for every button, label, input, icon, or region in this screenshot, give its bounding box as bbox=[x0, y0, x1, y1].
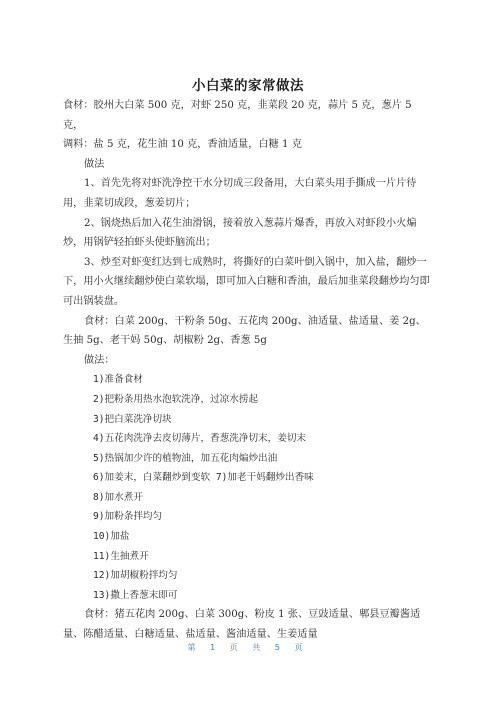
document-body bbox=[63, 96, 433, 645]
method-step-1: 1、首先先将对虾洗净控干水分切成三段备用，大白菜头用手撕成一片片待用，韭菜切成段，葱姜切片； bbox=[63, 178, 417, 209]
recipe2-step: 3)把白菜洗净切块 bbox=[93, 413, 172, 425]
recipe2-method-heading: 做法： bbox=[84, 354, 115, 366]
recipe2-step: 9)加粉条拌均匀 bbox=[93, 511, 163, 523]
recipe2-step: 6)加姜末，白菜翻炒到变软 7)加老干妈翻炒出香味 bbox=[93, 472, 314, 484]
page-number-footer: 第 1 页 共 5 页 bbox=[187, 643, 309, 652]
recipe2-step: 4)五花肉洗净去皮切薄片，香葱洗净切末，姜切末 bbox=[93, 433, 307, 445]
recipe2-step: 2)把粉条用热水泡软洗净，过凉水捞起 bbox=[93, 393, 259, 405]
recipe2-ingredients: 食材：白菜 200g、干粉条 50g、五花肉 200g、油适量、盐适量、姜 2g、生抽 5g、老干妈 50g、胡椒粉 2g、香葱 5g bbox=[63, 315, 426, 347]
recipe2-step: 12)加胡椒粉拌均匀 bbox=[93, 570, 178, 582]
recipe2-step: 8)加水煮开 bbox=[93, 491, 143, 503]
method-heading: 做法 bbox=[84, 158, 105, 170]
ingredients-line-1: 食材：胶州大白菜 500 克，对虾 250 克，韭菜段 20 克，蒜片 5 克，葱片 5 克， bbox=[63, 100, 412, 131]
recipe2-step: 13)撒上香葱末即可 bbox=[93, 589, 178, 601]
recipe2-step: 5)热锅加少许的植物油，加五花肉煸炒出油 bbox=[93, 452, 278, 464]
recipe3-ingredients: 食材：猪五花肉 200g、白菜 300g、粉皮 1 张、豆豉适量、郫县豆瓣酱适量、陈醋适量、白糖适量、盐适量、酱油适量、生姜适量 bbox=[63, 609, 421, 641]
recipe2-step: 11)生抽煮开 bbox=[93, 550, 149, 562]
seasoning-line: 调料：盐 5 克，花生油 10 克，香油适量，白糖 1 克 bbox=[63, 139, 302, 151]
recipe2-step: 1)准备食材 bbox=[93, 374, 143, 386]
document-title: 小白菜的家常做法 bbox=[192, 78, 304, 94]
method-step-3: 3、炒至对虾变红达到七成熟时，将撕好的白菜叶倒入锅中，加入盐，翻炒一下，用小火继续翻炒使白菜软塌，即可加入白糖和香油，最后加韭菜段翻炒均匀即可出锅装盘。 bbox=[63, 256, 430, 307]
method-step-2: 2、锅烧热后加入花生油滑锅，接着放入葱蒜片爆香，再放入对虾段小火煸炒，用锅铲轻拍虾头使虾脑流出； bbox=[63, 217, 417, 249]
recipe2-step: 10)加盐 bbox=[93, 531, 130, 543]
